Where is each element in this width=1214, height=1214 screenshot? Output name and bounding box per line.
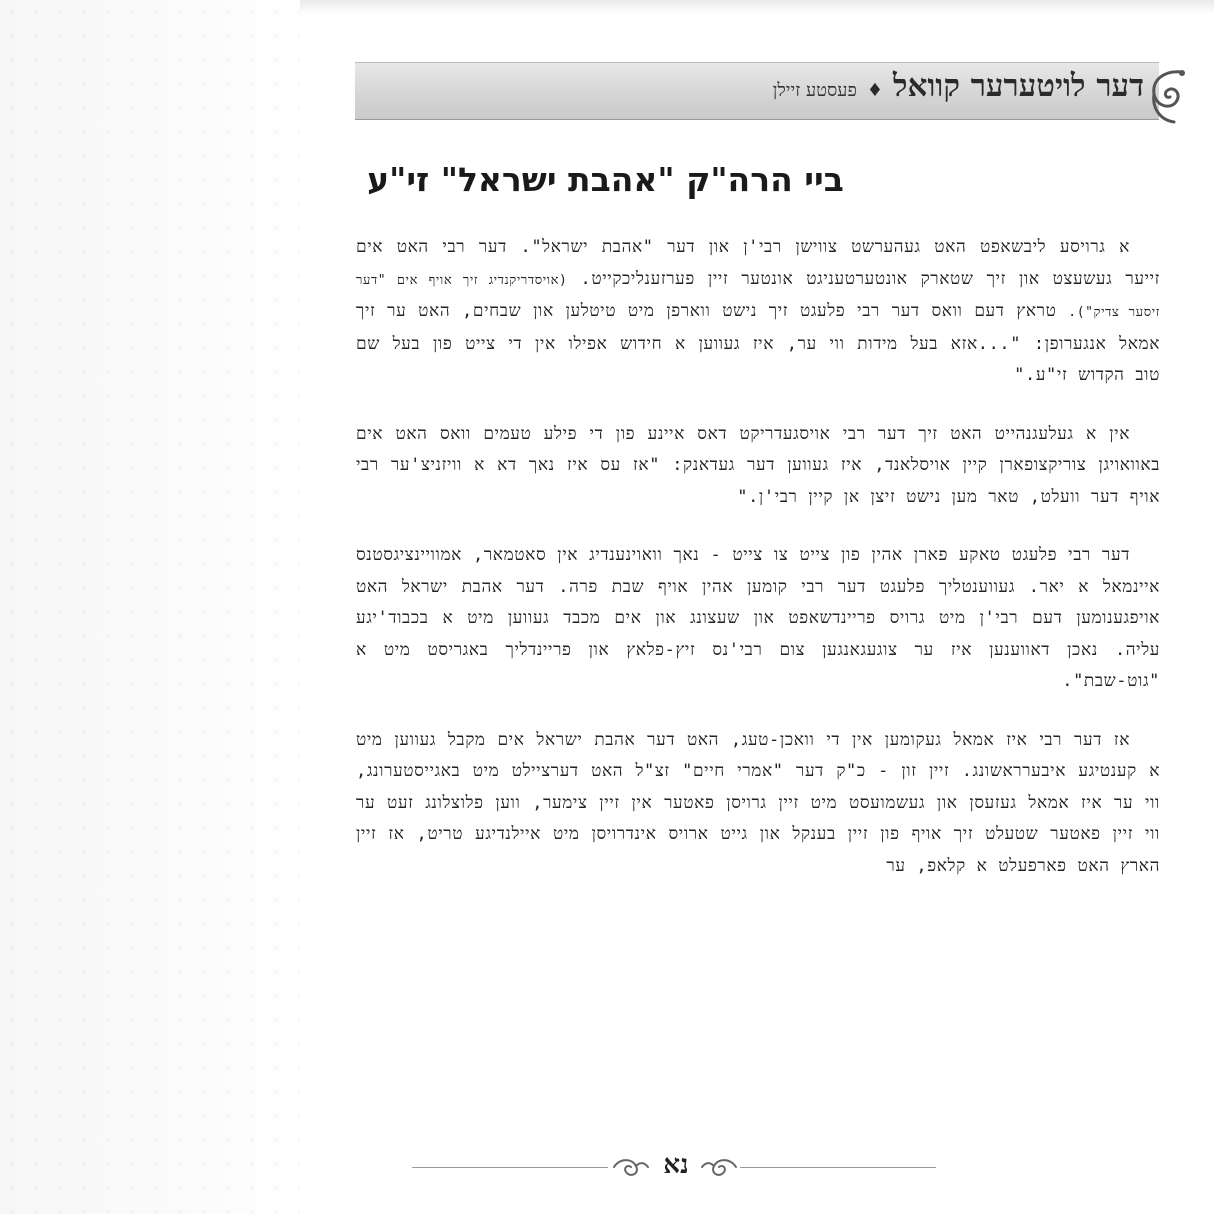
header-scroll-ornament-icon [1144,66,1192,126]
parenthetical-note: (אויסדריקנדיג זיך אויף אים "דער זיסער צדיק"). [356,272,1160,320]
author-name: פעסטע זיילן [772,80,857,101]
page-margin-pattern [0,0,300,1214]
page-number: נא [663,1150,689,1180]
page-top-edge [300,0,1214,14]
paragraph-text: טראץ דעם וואס דער רבי פלעגט זיך נישט ווארפן מיט טיטלען און שבחים, האט ער זיך אמאל אנגערופן: "...אזא בעל מידות ווי ער, איז געווען א חידוש אפילו אין די צייט פון בעל שם טוב הקדוש זי"ע." [356,301,1160,385]
body-text [356,232,1160,909]
book-title: דער לויטערער קוואל [893,68,1144,104]
paragraph: אין א געלעגנהייט האט זיך דער רבי אויסגעדריקט דאס איינע פון די פילע טעמים וואס האט אים באוואויגן צוריקצופארן קיין אויסלאנד, איז געווען דער געדאנק: "אז עס איז נאך דא א וויזניצ'ער רבי אויף דער וועלט, טאר מען נישט זיצן אן קיין רבי'ן." [356,423,1160,507]
running-header [773,68,1144,104]
chapter-title: ביי הרה"ק "אהבת ישראל" זי"ע [367,160,844,199]
paragraph: אז דער רבי איז אמאל געקומען אין די וואכן-טעג, האט דער אהבת ישראל אים מקבל געווען מיט א קענטיגע איבערראשונג. זיין זון - כ"ק דער "אמרי חיים" זצ"ל האט דערציילט מיט באגייסטערונג, ווי ער איז אמאל געזעסן און געשמועסט מיט זיין גרויסן פאטער אין זיין צימער, ווען פלוצלונג זעט ער ווי זיין פאטער שטעלט זיך אויף פון זיין בענקל און גייט ארויס אינדרויסן מיט איילנדיגע טריט, אז זיין הארץ האט פארפעלט א קלאפ, ער [356,729,1160,876]
footer-right-ornament-icon [700,1154,740,1180]
footer-rule-right [740,1167,936,1168]
footer-rule-left [412,1167,608,1168]
footer-left-ornament-icon [610,1154,650,1180]
paragraph [356,232,1160,392]
paragraph: דער רבי פלעגט טאקע פארן אהין פון צייט צו צייט - נאך וואוינענדיג אין סאטמאר, אמוויינציגסטנס איינמאל א יאר. געווענטליך פלעגט דער רבי קומען אהין אויף שבת פרה. דער אהבת ישראל האט אויפגענומען דעם רבי'ן מיט גרויס פריינדשאפט און שעצונג און אים מכבד געווען מיט א בכבוד'יגע עליה. נאכן דאווענען איז ער צוגעגאנגען צום רבי'נס זיץ-פלאץ און פריינדליך באגריסט מיט א "גוט-שבת". [356,545,1160,691]
header-separator-icon: ♦ [866,80,884,101]
paragraph-text: א גרויסע ליבשאפט האט געהערשט צווישן רבי'ן און דער "אהבת ישראל". דער רבי האט אים זייער געשעצט און זיך שטארק אונטערטעניגט אונטער זיין פערזענליכקייט. [356,237,1160,289]
